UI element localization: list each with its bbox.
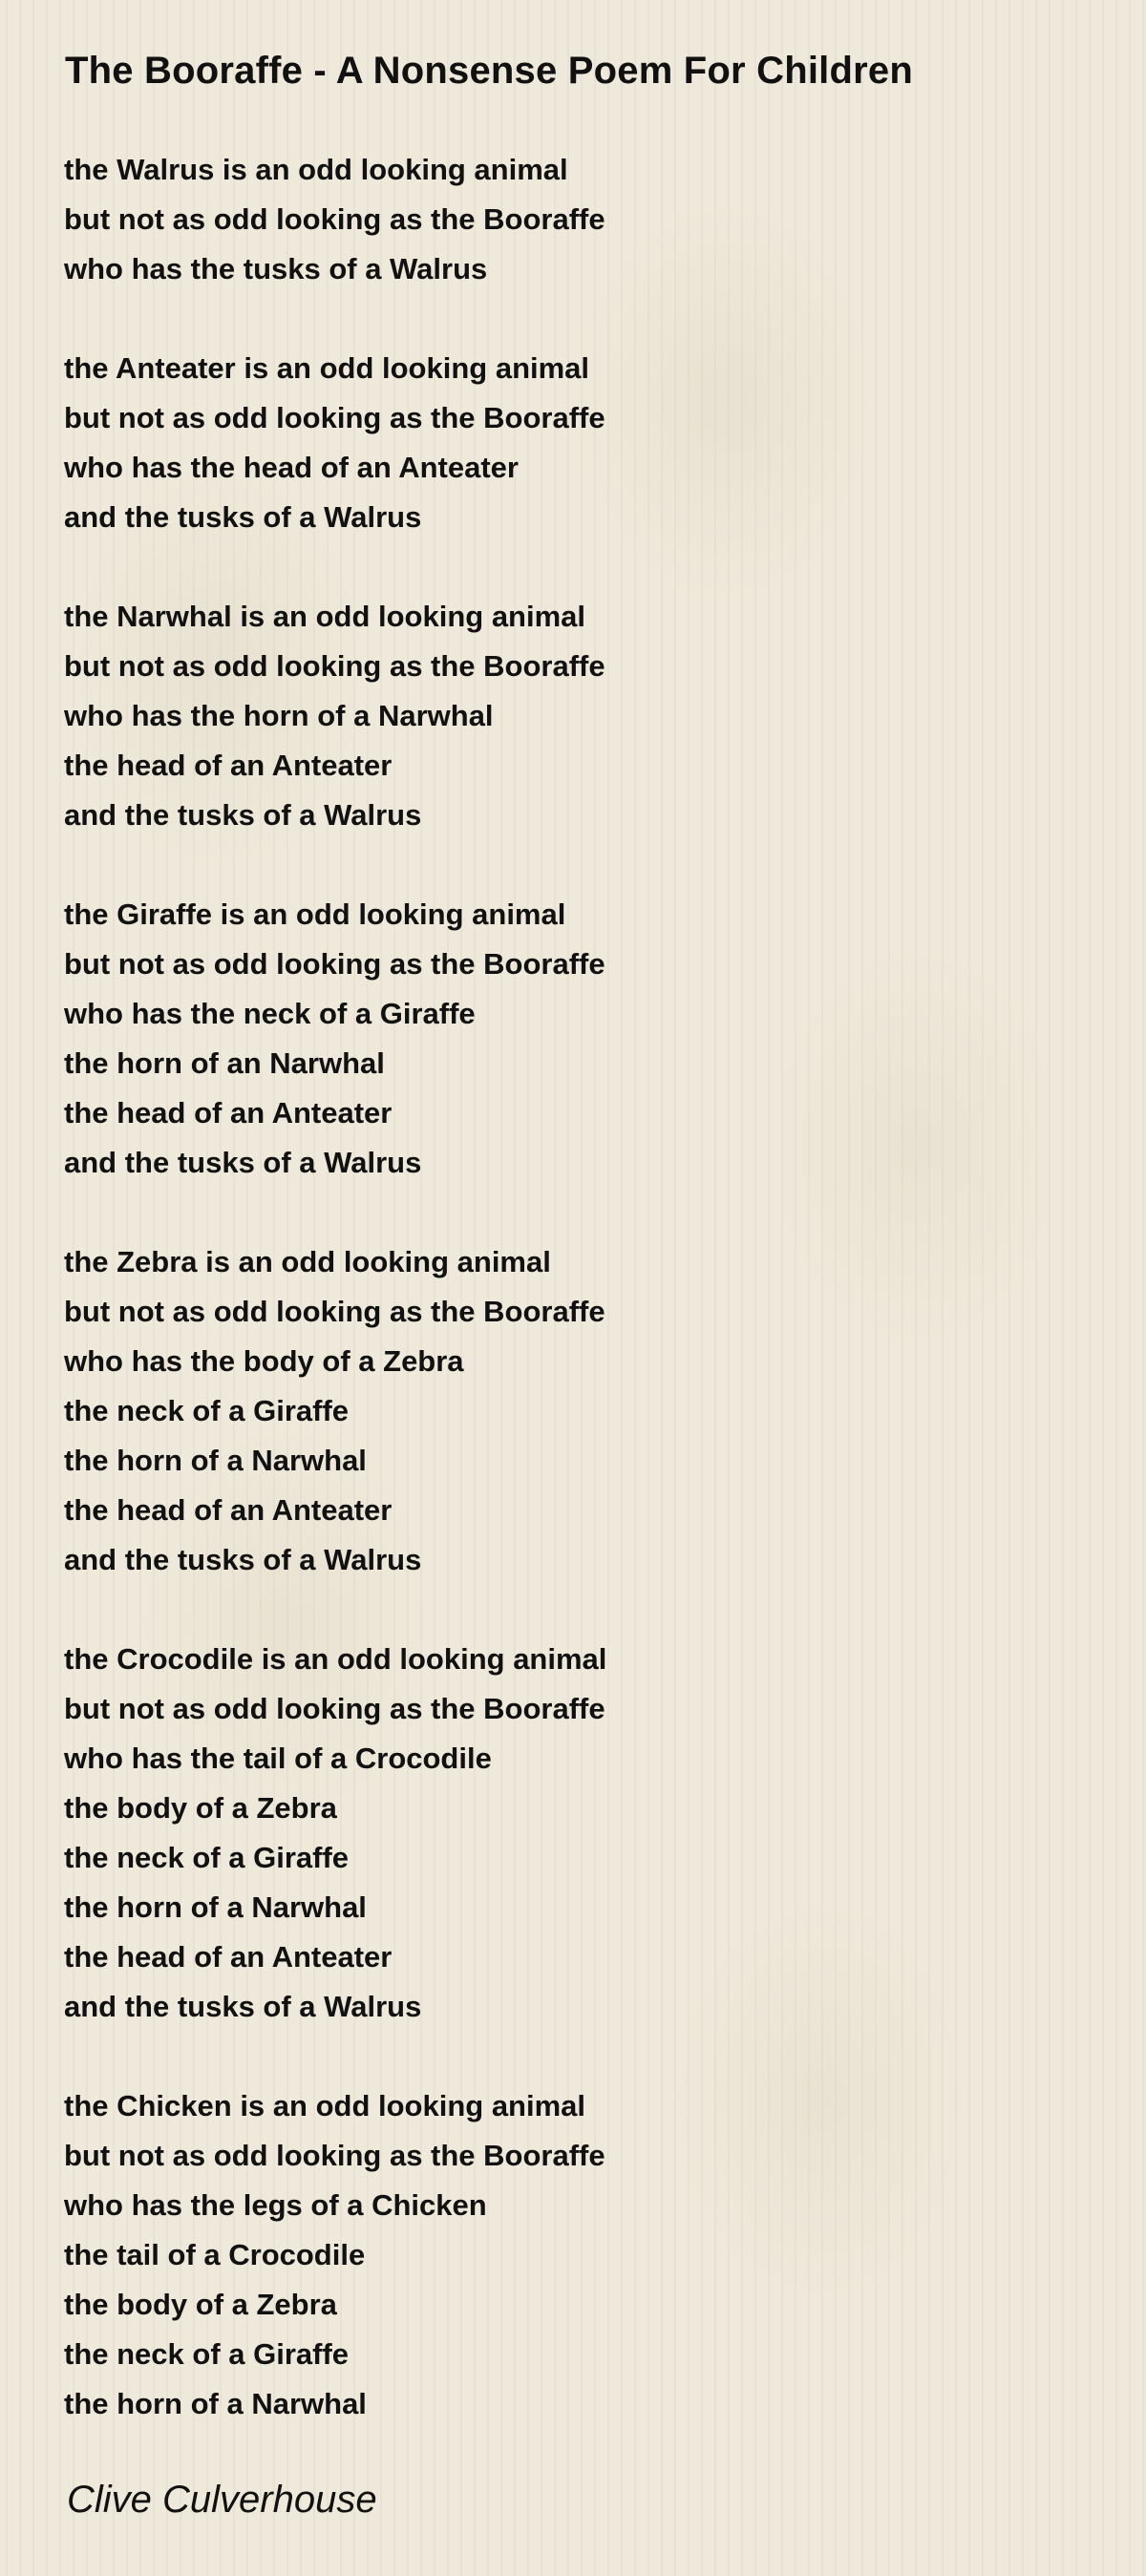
- stanza: [64, 344, 1076, 542]
- poem-line: and the tusks of a Walrus: [64, 1146, 422, 1179]
- stanza: [64, 1635, 1076, 2032]
- poem-line: who has the tail of a Crocodile: [64, 1742, 492, 1775]
- poem-line: the Zebra is an odd looking animal: [64, 1245, 551, 1278]
- poem-line: the tail of a Crocodile: [64, 2238, 366, 2271]
- poem-author: Clive Culverhouse: [67, 2479, 377, 2521]
- poem-line: and the tusks of a Walrus: [64, 500, 422, 534]
- stanza: [64, 145, 1076, 294]
- poem-body: [64, 145, 1076, 2429]
- poem-line: the head of an Anteater: [64, 1940, 393, 1974]
- poem-line: the body of a Zebra: [64, 1791, 337, 1825]
- poem-line: the head of an Anteater: [64, 749, 393, 782]
- poem-line: who has the horn of a Narwhal: [64, 699, 494, 732]
- poem-line: but not as odd looking as the Booraffe: [64, 1692, 605, 1725]
- poem-line: the neck of a Giraffe: [64, 2337, 350, 2371]
- poem-line: the horn of a Narwhal: [64, 1890, 367, 1924]
- poem-line: but not as odd looking as the Booraffe: [64, 649, 605, 683]
- poem-line: the neck of a Giraffe: [64, 1841, 350, 1874]
- poem-line: who has the legs of a Chicken: [64, 2188, 487, 2222]
- poem-line: the Narwhal is an odd looking animal: [64, 600, 586, 633]
- poem-line: but not as odd looking as the Booraffe: [64, 202, 605, 236]
- poem-line: the Crocodile is an odd looking animal: [64, 1642, 607, 1676]
- poem-line: who has the body of a Zebra: [64, 1344, 464, 1378]
- poem-line: who has the neck of a Giraffe: [64, 997, 476, 1030]
- poem-line: the neck of a Giraffe: [64, 1394, 350, 1427]
- poem-line: the horn of an Narwhal: [64, 1046, 385, 1080]
- poem-line: the Chicken is an odd looking animal: [64, 2089, 586, 2122]
- poem-line: the Giraffe is an odd looking animal: [64, 897, 566, 931]
- poem-line: but not as odd looking as the Booraffe: [64, 1295, 605, 1328]
- poem-line: the Anteater is an odd looking animal: [64, 351, 590, 385]
- poem-line: who has the head of an Anteater: [64, 451, 519, 484]
- stanza: [64, 890, 1076, 1188]
- poem-line: and the tusks of a Walrus: [64, 1543, 422, 1576]
- poem-line: the body of a Zebra: [64, 2288, 337, 2321]
- poem-line: but not as odd looking as the Booraffe: [64, 401, 605, 434]
- poem-line: but not as odd looking as the Booraffe: [64, 947, 605, 981]
- poem-line: and the tusks of a Walrus: [64, 1990, 422, 2023]
- poem-title: The Booraffe - A Nonsense Poem For Children: [65, 50, 913, 92]
- stanza: [64, 1237, 1076, 1585]
- stanza: [64, 592, 1076, 840]
- poem-line: the head of an Anteater: [64, 1493, 393, 1527]
- poem-line: the head of an Anteater: [64, 1096, 393, 1130]
- poem-line: the horn of a Narwhal: [64, 2387, 367, 2420]
- stanza: [64, 2081, 1076, 2429]
- poem-line: the Walrus is an odd looking animal: [64, 153, 568, 186]
- poem-line: the horn of a Narwhal: [64, 1444, 367, 1477]
- poem-line: but not as odd looking as the Booraffe: [64, 2139, 605, 2172]
- poem-line: who has the tusks of a Walrus: [64, 252, 488, 285]
- poem-line: and the tusks of a Walrus: [64, 798, 422, 832]
